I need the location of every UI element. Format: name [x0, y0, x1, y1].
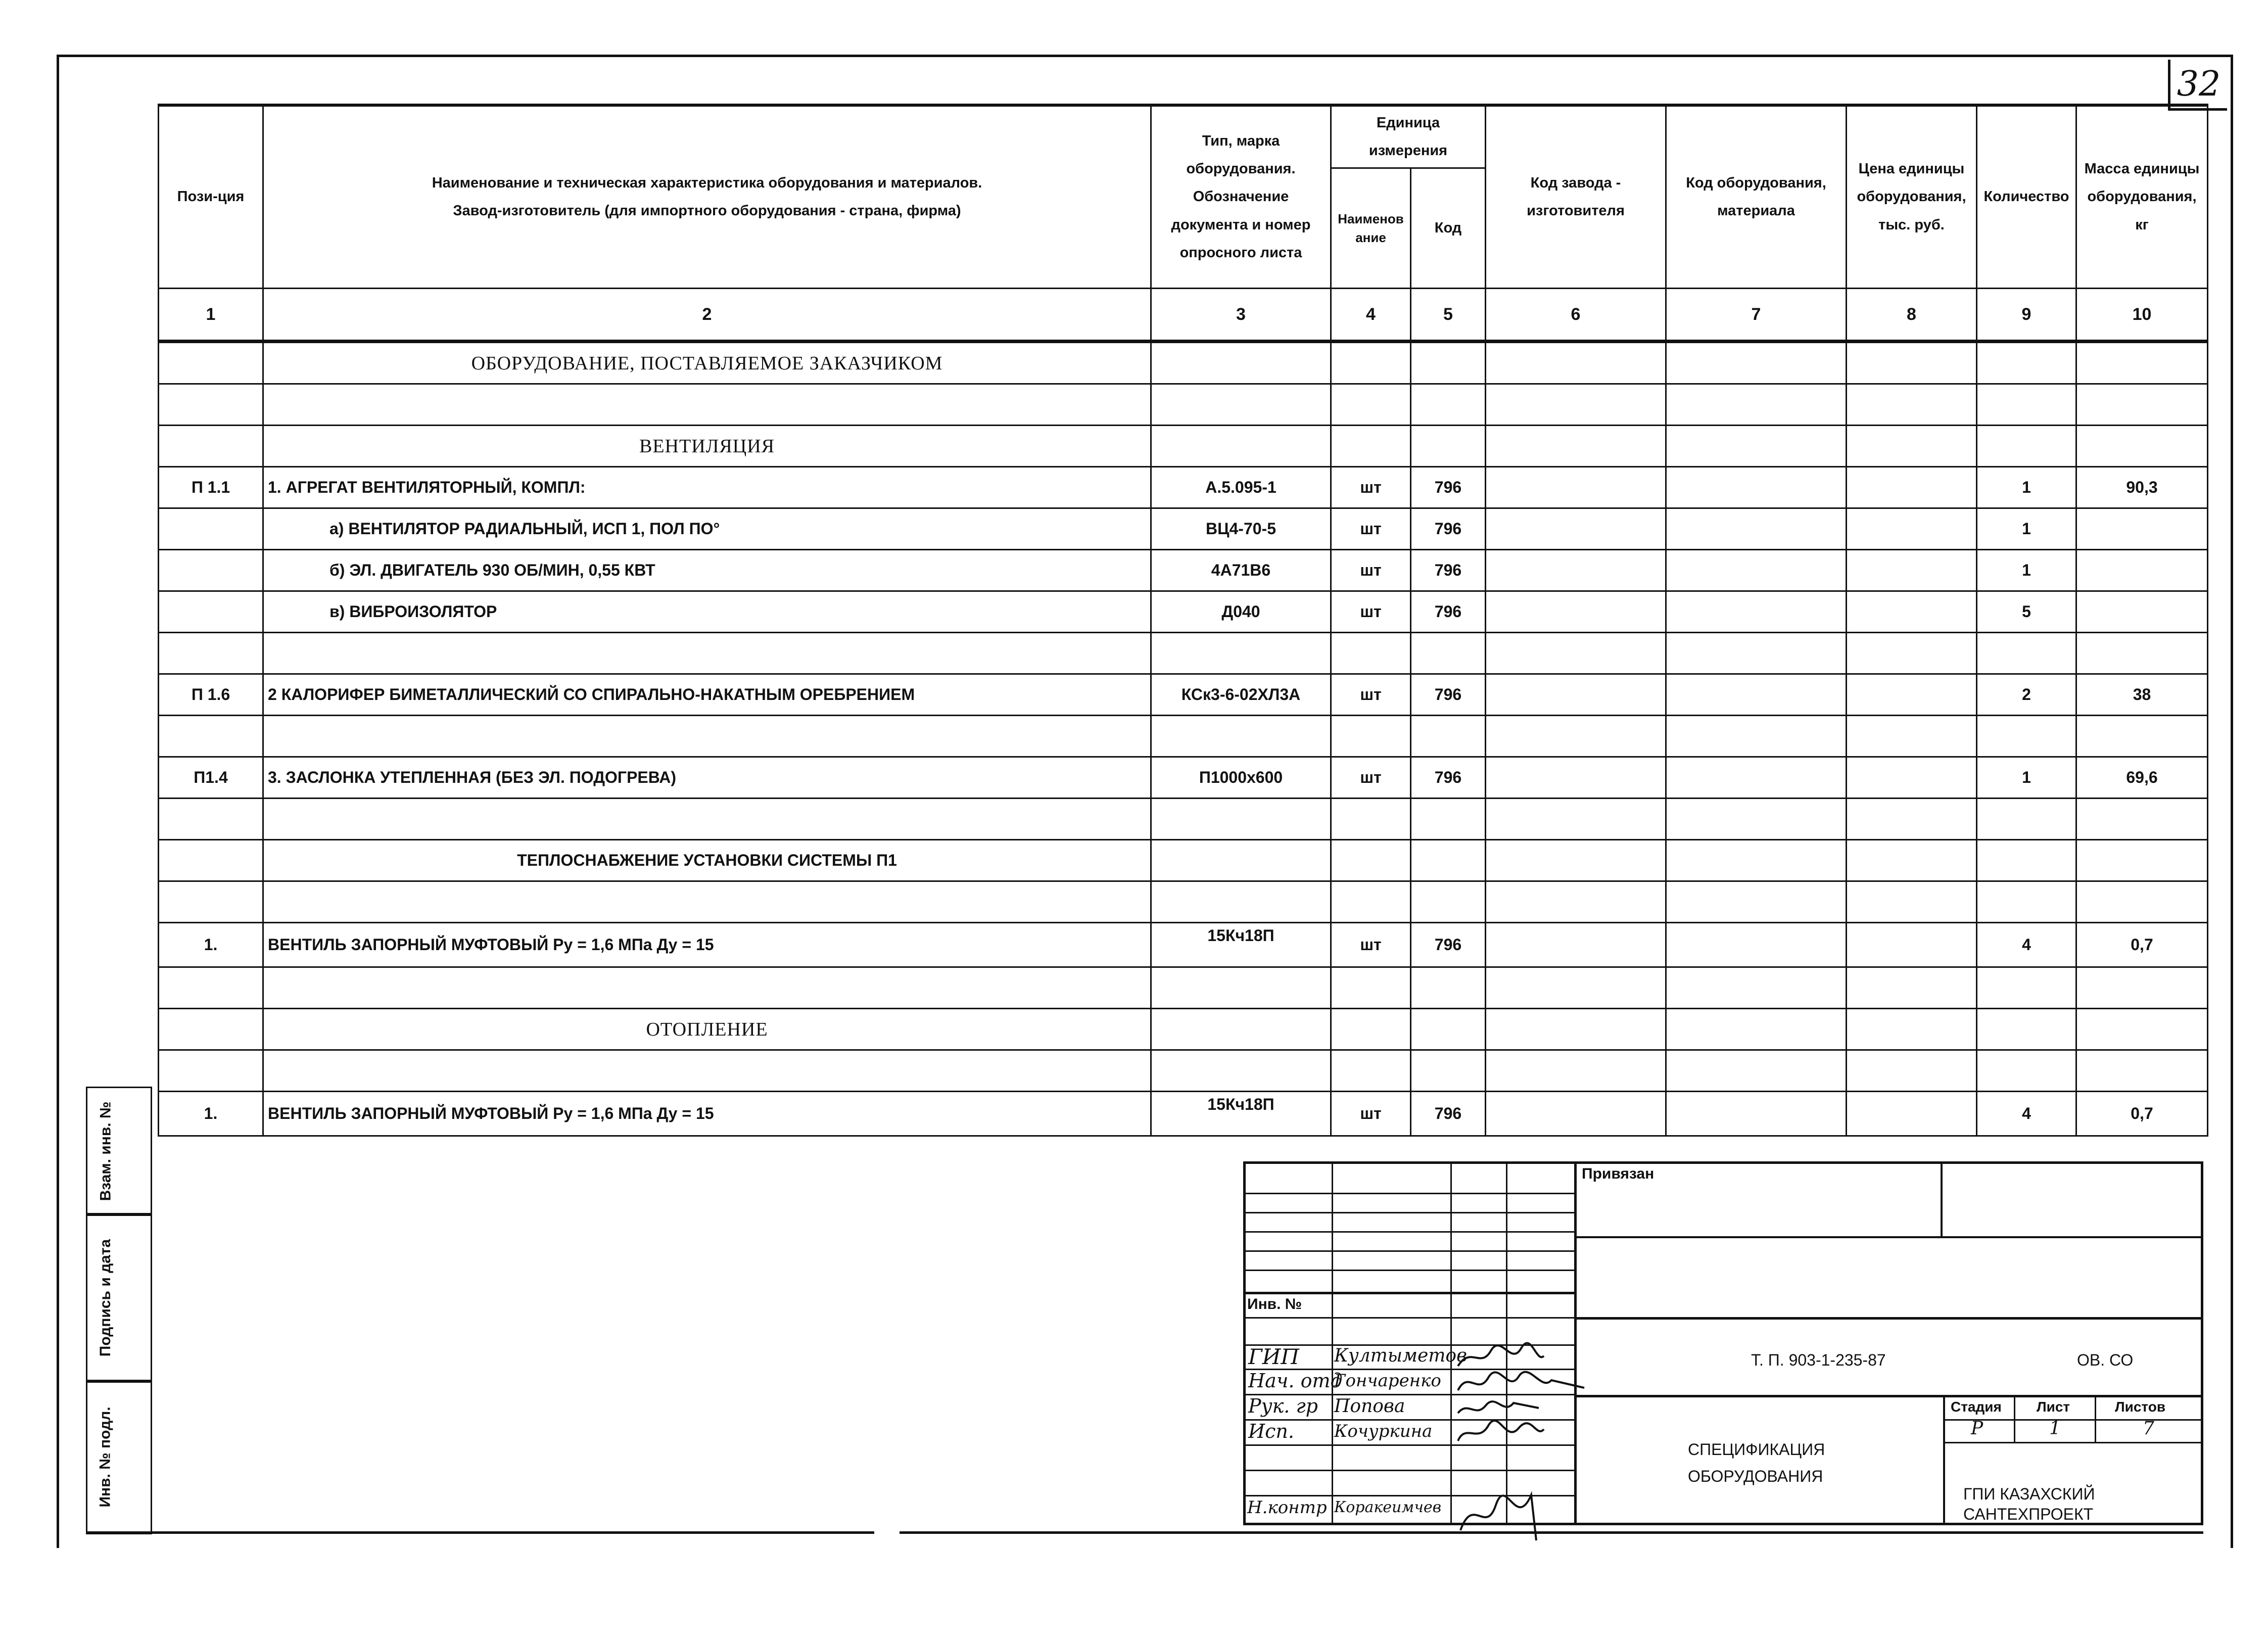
cell-position — [159, 881, 263, 923]
cell-factory-code — [1486, 716, 1666, 757]
table-row — [159, 1092, 2208, 1136]
cell-price — [1847, 967, 1977, 1009]
cell-code: 796 — [1411, 467, 1486, 508]
cell-quantity: 4 — [1977, 923, 2076, 967]
header-price: Цена единицы оборудования, тыс. руб. — [1847, 105, 1977, 289]
cell-price — [1847, 881, 1977, 923]
specification-table — [158, 104, 2208, 1137]
cell-type: ВЦ4-70-5 — [1151, 508, 1331, 550]
cell-factory-code — [1486, 881, 1666, 923]
cell-factory-code — [1486, 384, 1666, 426]
table-row — [159, 342, 2208, 384]
cell-position: 1. — [159, 1092, 263, 1136]
frame-bottom-line — [86, 1531, 874, 1534]
cell-factory-code — [1486, 1092, 1666, 1136]
cell-equipment-code — [1666, 508, 1847, 550]
cell-code: 796 — [1411, 923, 1486, 967]
cell-code: 796 — [1411, 1092, 1486, 1136]
cell-unit — [1331, 633, 1411, 674]
cell-equipment-code — [1666, 799, 1847, 840]
col-num-3: 3 — [1151, 289, 1331, 342]
cell-equipment-code — [1666, 757, 1847, 799]
cell-equipment-code — [1666, 881, 1847, 923]
cell-code: 796 — [1411, 550, 1486, 591]
cell-factory-code — [1486, 967, 1666, 1009]
stage-value: Р — [1971, 1418, 1983, 1439]
cell-mass — [2076, 967, 2208, 1009]
cell-mass — [2076, 1050, 2208, 1092]
table-row — [159, 550, 2208, 591]
cell-position — [159, 967, 263, 1009]
table-row — [159, 716, 2208, 757]
col-num-2: 2 — [263, 289, 1151, 342]
name-gip: Култыметов — [1334, 1345, 1468, 1366]
table-row — [159, 967, 2208, 1009]
sheet-label: Лист — [2037, 1399, 2070, 1415]
cell-position: 1. — [159, 923, 263, 967]
role-norm-control: Н.контр — [1247, 1497, 1327, 1518]
table-row — [159, 384, 2208, 426]
cell-code — [1411, 426, 1486, 467]
cell-mass — [2076, 799, 2208, 840]
col-num-8: 8 — [1847, 289, 1977, 342]
cell-type: 4А71В6 — [1151, 550, 1331, 591]
cell-type — [1151, 1009, 1331, 1050]
cell-quantity: 4 — [1977, 1092, 2076, 1136]
cell-quantity — [1977, 881, 2076, 923]
cell-equipment-code — [1666, 342, 1847, 384]
cell-equipment-code — [1666, 550, 1847, 591]
cell-code: 796 — [1411, 674, 1486, 716]
doc-mark: ОВ. СО — [2077, 1351, 2134, 1369]
cell-equipment-code — [1666, 674, 1847, 716]
cell-position: П1.4 — [159, 757, 263, 799]
cell-price — [1847, 467, 1977, 508]
cell-factory-code — [1486, 467, 1666, 508]
cell-name: б) ЭЛ. ДВИГАТЕЛЬ 930 ОБ/МИН, 0,55 КВТ — [263, 550, 1151, 591]
cell-name: 1. АГРЕГАТ ВЕНТИЛЯТОРНЫЙ, КОМПЛ: — [263, 467, 1151, 508]
cell-unit — [1331, 967, 1411, 1009]
name-norm-control: Коракеимчев — [1334, 1498, 1442, 1516]
table-row — [159, 881, 2208, 923]
doc-title-line1: СПЕЦИФИКАЦИЯ — [1688, 1440, 1825, 1459]
table-row — [159, 1050, 2208, 1092]
cell-code — [1411, 1009, 1486, 1050]
cell-factory-code — [1486, 1050, 1666, 1092]
cell-name — [263, 716, 1151, 757]
cell-name: 2 КАЛОРИФЕР БИМЕТАЛЛИЧЕСКИЙ СО СПИРАЛЬНО-НАКАТНЫМ ОРЕБРЕНИЕМ — [263, 674, 1151, 716]
cell-factory-code — [1486, 426, 1666, 467]
cell-position — [159, 591, 263, 633]
cell-type — [1151, 967, 1331, 1009]
cell-type — [1151, 799, 1331, 840]
cell-position — [159, 716, 263, 757]
cell-name — [263, 799, 1151, 840]
cell-mass: 0,7 — [2076, 923, 2208, 967]
cell-mass — [2076, 426, 2208, 467]
name-executor: Кочуркина — [1334, 1421, 1433, 1441]
header-equipment-code: Код оборудования, материала — [1666, 105, 1847, 289]
cell-price — [1847, 716, 1977, 757]
cell-price — [1847, 508, 1977, 550]
table-row — [159, 467, 2208, 508]
cell-unit — [1331, 1009, 1411, 1050]
table-row — [159, 923, 2208, 967]
cell-code — [1411, 384, 1486, 426]
cell-price — [1847, 923, 1977, 967]
cell-type — [1151, 384, 1331, 426]
cell-code: 796 — [1411, 591, 1486, 633]
header-unit-group: Единица измерения — [1331, 105, 1486, 168]
inv-orig-box — [86, 1380, 152, 1534]
cell-name — [263, 881, 1151, 923]
cell-quantity — [1977, 342, 2076, 384]
cell-type — [1151, 881, 1331, 923]
cell-factory-code — [1486, 757, 1666, 799]
cell-price — [1847, 591, 1977, 633]
cell-price — [1847, 1009, 1977, 1050]
role-dept-head: Нач. отд — [1248, 1370, 1343, 1392]
cell-name: ВЕНТИЛЬ ЗАПОРНЫЙ МУФТОВЫЙ Ру = 1,6 МПа Ду = 15 — [263, 1092, 1151, 1136]
header-name-line1: Наименование и техническая характеристика оборудования и материалов. — [432, 174, 982, 191]
cell-code — [1411, 342, 1486, 384]
table-row — [159, 591, 2208, 633]
cell-quantity — [1977, 1009, 2076, 1050]
cell-code — [1411, 716, 1486, 757]
doc-title-line2: ОБОРУДОВАНИЯ — [1688, 1467, 1823, 1485]
inv-orig-label: Инв. № подл. — [97, 1406, 114, 1508]
col-num-7: 7 — [1666, 289, 1847, 342]
cell-mass — [2076, 1009, 2208, 1050]
cell-equipment-code — [1666, 1050, 1847, 1092]
cell-equipment-code — [1666, 967, 1847, 1009]
cell-position — [159, 508, 263, 550]
cell-type: П1000х600 — [1151, 757, 1331, 799]
cell-code — [1411, 840, 1486, 881]
header-position: Пози-ция — [159, 105, 263, 289]
col-num-6: 6 — [1486, 289, 1666, 342]
col-num-1: 1 — [159, 289, 263, 342]
cell-unit — [1331, 384, 1411, 426]
cell-price — [1847, 342, 1977, 384]
cell-factory-code — [1486, 508, 1666, 550]
cell-name — [263, 633, 1151, 674]
cell-name: ОБОРУДОВАНИЕ, ПОСТАВЛЯЕМОЕ ЗАКАЗЧИКОМ — [263, 342, 1151, 384]
cell-unit: шт — [1331, 591, 1411, 633]
cell-code — [1411, 1050, 1486, 1092]
table-row — [159, 1009, 2208, 1050]
cell-quantity — [1977, 384, 2076, 426]
cell-equipment-code — [1666, 1092, 1847, 1136]
cell-quantity: 5 — [1977, 591, 2076, 633]
cell-mass: 90,3 — [2076, 467, 2208, 508]
cell-factory-code — [1486, 591, 1666, 633]
header-row — [159, 105, 2208, 168]
cell-code — [1411, 799, 1486, 840]
cell-price — [1847, 799, 1977, 840]
cell-equipment-code — [1666, 1009, 1847, 1050]
cell-unit: шт — [1331, 923, 1411, 967]
cell-type: 15Кч18П — [1151, 923, 1331, 967]
title-block — [1243, 1161, 2203, 1525]
cell-price — [1847, 840, 1977, 881]
cell-mass — [2076, 716, 2208, 757]
cell-price — [1847, 757, 1977, 799]
cell-code — [1411, 633, 1486, 674]
cell-code — [1411, 881, 1486, 923]
cell-type: 15Кч18П — [1151, 1092, 1331, 1136]
cell-price — [1847, 1092, 1977, 1136]
doc-code: Т. П. 903-1-235-87 — [1751, 1351, 1886, 1369]
cell-name: ОТОПЛЕНИЕ — [263, 1009, 1151, 1050]
cell-position — [159, 550, 263, 591]
cell-factory-code — [1486, 840, 1666, 881]
cell-position — [159, 840, 263, 881]
cell-mass — [2076, 881, 2208, 923]
cell-unit — [1331, 881, 1411, 923]
header-quantity: Количество — [1977, 105, 2076, 289]
cell-quantity — [1977, 967, 2076, 1009]
cell-type — [1151, 840, 1331, 881]
cell-unit — [1331, 799, 1411, 840]
inv-swap-label: Взам. инв. № — [97, 1101, 114, 1201]
cell-unit: шт — [1331, 1092, 1411, 1136]
cell-unit: шт — [1331, 757, 1411, 799]
stage-label: Стадия — [1951, 1399, 2002, 1415]
sheet-value: 1 — [2049, 1418, 2061, 1439]
header-factory-code: Код завода - изготовителя — [1486, 105, 1666, 289]
cell-name: 3. ЗАСЛОНКА УТЕПЛЕННАЯ (БЕЗ ЭЛ. ПОДОГРЕВА) — [263, 757, 1151, 799]
cell-price — [1847, 426, 1977, 467]
cell-type — [1151, 633, 1331, 674]
org-line1: ГПИ КАЗАХСКИЙ — [1963, 1485, 2095, 1503]
cell-type — [1151, 342, 1331, 384]
column-number-row — [159, 289, 2208, 342]
cell-quantity — [1977, 840, 2076, 881]
cell-equipment-code — [1666, 384, 1847, 426]
cell-type: Д040 — [1151, 591, 1331, 633]
cell-equipment-code — [1666, 426, 1847, 467]
cell-name: ТЕПЛОСНАБЖЕНИЕ УСТАНОВКИ СИСТЕМЫ П1 — [263, 840, 1151, 881]
header-mass: Масса единицы оборудования, кг — [2076, 105, 2208, 289]
cell-mass — [2076, 342, 2208, 384]
cell-price — [1847, 674, 1977, 716]
inv-no-label: Инв. № — [1247, 1296, 1302, 1312]
cell-position — [159, 799, 263, 840]
cell-unit: шт — [1331, 467, 1411, 508]
cell-unit: шт — [1331, 674, 1411, 716]
cell-mass — [2076, 633, 2208, 674]
cell-mass: 38 — [2076, 674, 2208, 716]
cell-unit — [1331, 426, 1411, 467]
signature-icon — [1455, 1485, 1546, 1545]
role-gip: ГИП — [1248, 1344, 1300, 1369]
cell-factory-code — [1486, 674, 1666, 716]
cell-name: в) ВИБРОИЗОЛЯТОР — [263, 591, 1151, 633]
cell-name — [263, 1050, 1151, 1092]
attached-label: Привязан — [1582, 1165, 1655, 1182]
cell-equipment-code — [1666, 923, 1847, 967]
cell-mass: 69,6 — [2076, 757, 2208, 799]
cell-position — [159, 1009, 263, 1050]
col-num-4: 4 — [1331, 289, 1411, 342]
table-row — [159, 799, 2208, 840]
signature-icon — [1455, 1418, 1546, 1448]
col-num-5: 5 — [1411, 289, 1486, 342]
cell-factory-code — [1486, 799, 1666, 840]
cell-quantity — [1977, 426, 2076, 467]
header-unit-code: Код — [1411, 168, 1486, 289]
cell-name: а) ВЕНТИЛЯТОР РАДИАЛЬНЫЙ, ИСП 1, ПОЛ ПО° — [263, 508, 1151, 550]
cell-position — [159, 1050, 263, 1092]
cell-equipment-code — [1666, 716, 1847, 757]
cell-code: 796 — [1411, 757, 1486, 799]
header-unit-name: Наименование — [1331, 168, 1411, 289]
cell-code — [1411, 967, 1486, 1009]
role-executor: Исп. — [1248, 1420, 1294, 1442]
cell-mass — [2076, 550, 2208, 591]
cell-unit — [1331, 1050, 1411, 1092]
cell-factory-code — [1486, 550, 1666, 591]
name-group-head: Попова — [1334, 1396, 1405, 1417]
table-row — [159, 840, 2208, 881]
cell-mass: 0,7 — [2076, 1092, 2208, 1136]
cell-quantity: 1 — [1977, 550, 2076, 591]
frame-bottom-line — [900, 1531, 2203, 1534]
cell-quantity: 1 — [1977, 508, 2076, 550]
cell-price — [1847, 550, 1977, 591]
name-dept-head: Гончаренко — [1334, 1371, 1441, 1391]
inv-swap-box — [86, 1087, 152, 1216]
cell-type — [1151, 716, 1331, 757]
cell-type: А.5.095-1 — [1151, 467, 1331, 508]
header-type: Тип, марка оборудования. Обозначение документа и номер опросного листа — [1151, 105, 1331, 289]
role-group-head: Рук. гр — [1248, 1395, 1318, 1417]
cell-unit — [1331, 840, 1411, 881]
cell-price — [1847, 384, 1977, 426]
cell-unit — [1331, 716, 1411, 757]
sheets-value: 7 — [2143, 1418, 2154, 1439]
cell-name: ВЕНТИЛЬ ЗАПОРНЫЙ МУФТОВЫЙ Ру = 1,6 МПа Ду = 15 — [263, 923, 1151, 967]
cell-mass — [2076, 591, 2208, 633]
cell-quantity: 1 — [1977, 757, 2076, 799]
cell-name — [263, 967, 1151, 1009]
archive-strip — [86, 1087, 152, 1534]
header-name-line2: Завод-изготовитель (для импортного оборудования - страна, фирма) — [453, 203, 961, 219]
cell-price — [1847, 633, 1977, 674]
cell-position — [159, 426, 263, 467]
sheets-label: Листов — [2115, 1399, 2166, 1415]
cell-mass — [2076, 384, 2208, 426]
org-line2: САНТЕХПРОЕКТ — [1963, 1505, 2094, 1523]
cell-position — [159, 633, 263, 674]
cell-unit: шт — [1331, 550, 1411, 591]
cell-position: П 1.1 — [159, 467, 263, 508]
cell-price — [1847, 1050, 1977, 1092]
cell-quantity: 1 — [1977, 467, 2076, 508]
cell-quantity — [1977, 799, 2076, 840]
sheet-number: 32 — [2168, 60, 2227, 111]
cell-quantity — [1977, 1050, 2076, 1092]
signature-icon — [1455, 1341, 1546, 1371]
cell-type: КСк3-6-02ХЛ3А — [1151, 674, 1331, 716]
cell-factory-code — [1486, 923, 1666, 967]
cell-quantity — [1977, 633, 2076, 674]
cell-equipment-code — [1666, 591, 1847, 633]
cell-equipment-code — [1666, 633, 1847, 674]
sign-date-label: Подпись и дата — [97, 1239, 114, 1357]
table-row — [159, 426, 2208, 467]
cell-name: ВЕНТИЛЯЦИЯ — [263, 426, 1151, 467]
header-name — [263, 105, 1151, 289]
table-row — [159, 757, 2208, 799]
cell-type — [1151, 426, 1331, 467]
cell-name — [263, 384, 1151, 426]
cell-equipment-code — [1666, 840, 1847, 881]
cell-position — [159, 342, 263, 384]
cell-unit: шт — [1331, 508, 1411, 550]
table-row — [159, 508, 2208, 550]
cell-quantity: 2 — [1977, 674, 2076, 716]
cell-equipment-code — [1666, 467, 1847, 508]
cell-mass — [2076, 840, 2208, 881]
cell-position: П 1.6 — [159, 674, 263, 716]
sign-date-box — [86, 1213, 152, 1383]
col-num-10: 10 — [2076, 289, 2208, 342]
cell-type — [1151, 1050, 1331, 1092]
col-num-9: 9 — [1977, 289, 2076, 342]
cell-code: 796 — [1411, 508, 1486, 550]
cell-factory-code — [1486, 1009, 1666, 1050]
cell-mass — [2076, 508, 2208, 550]
cell-quantity — [1977, 716, 2076, 757]
table-row — [159, 633, 2208, 674]
cell-unit — [1331, 342, 1411, 384]
cell-factory-code — [1486, 633, 1666, 674]
cell-position — [159, 384, 263, 426]
table-row — [159, 674, 2208, 716]
cell-factory-code — [1486, 342, 1666, 384]
